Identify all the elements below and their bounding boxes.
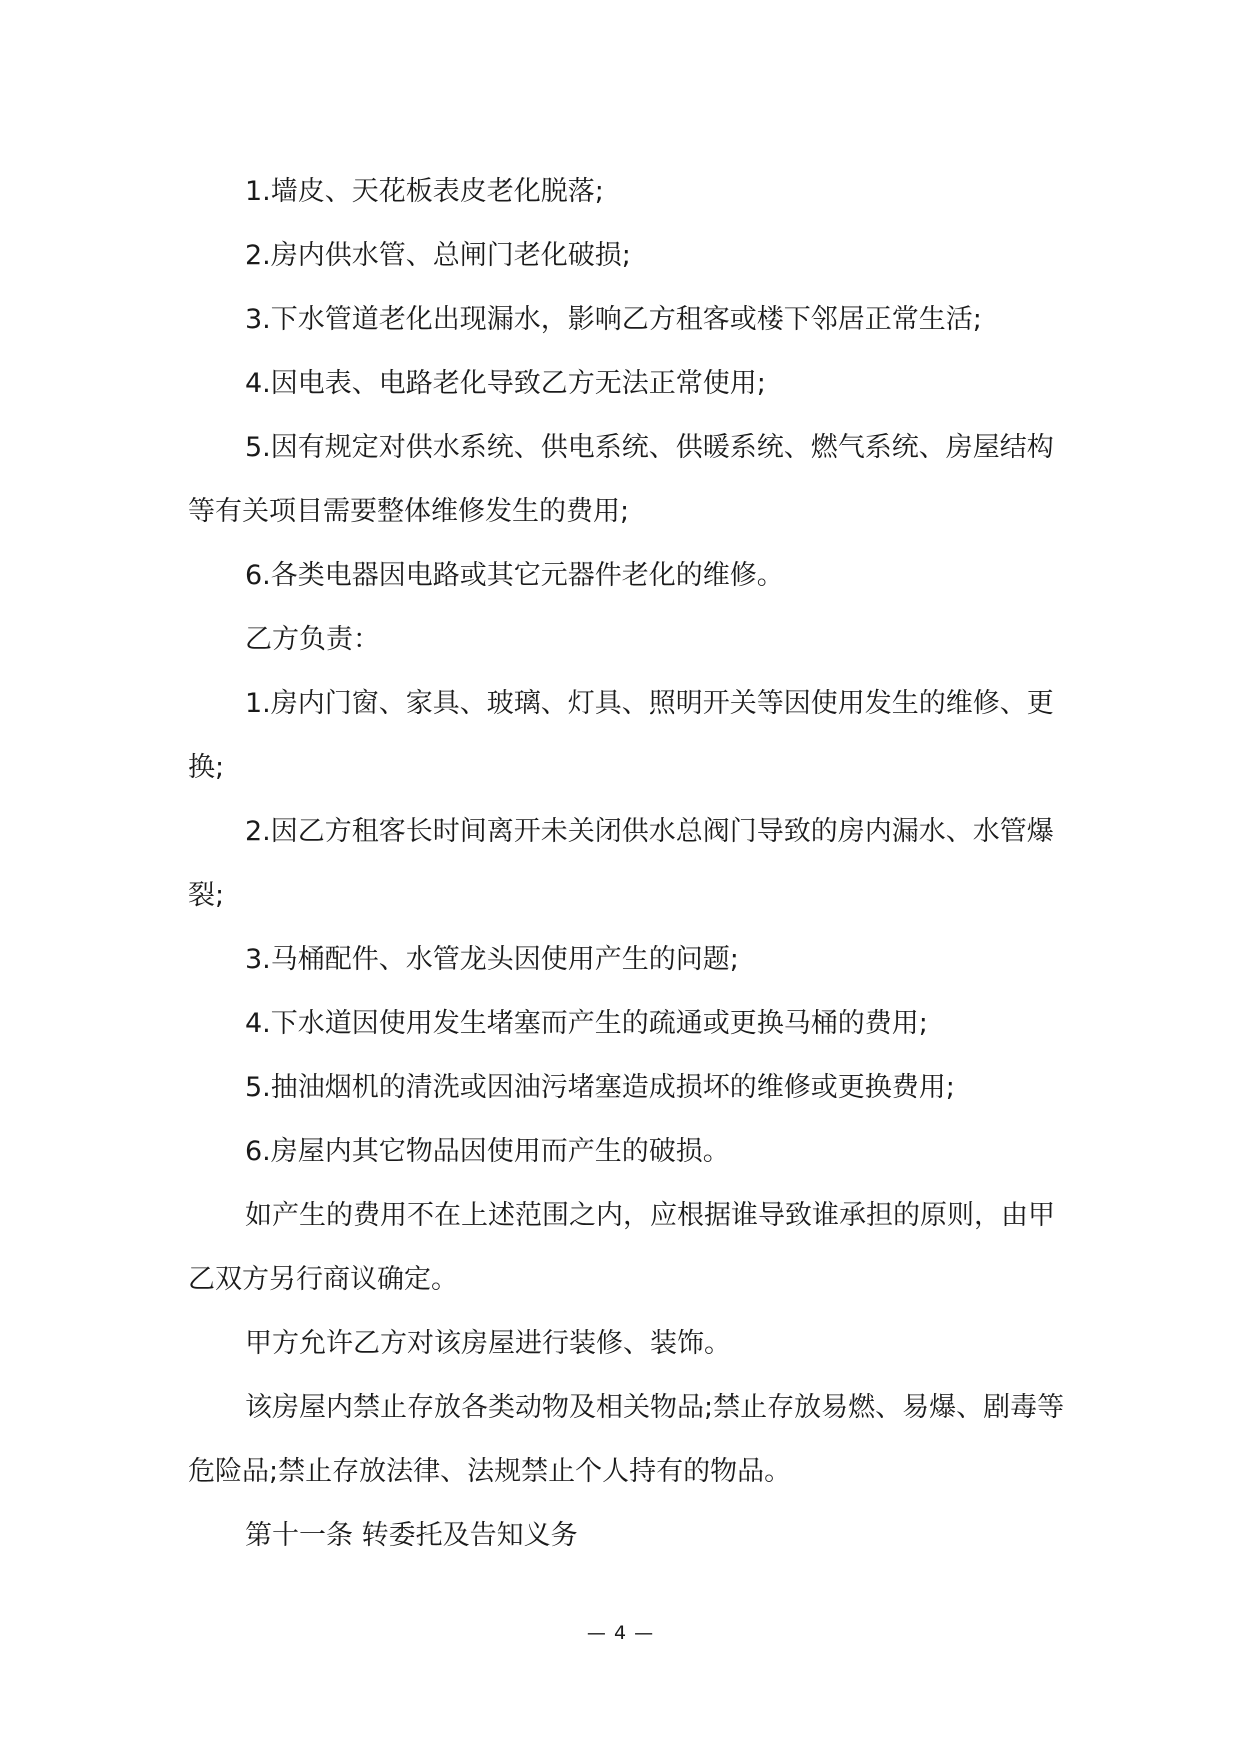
paragraph-tenant-heading: 乙方负责： — [245, 624, 380, 655]
paragraph-tenant-item-4: 4.下水道因使用发生堵塞而产生的疏通或更换马桶的费用; — [245, 1008, 928, 1039]
paragraph-landlord-item-5: 5.因有规定对供水系统、供电系统、供暖系统、燃气系统、房屋结构等有关项目需要整体维修发生的费用; — [188, 432, 1054, 527]
section-heading-article-11: 第十一条 转委托及告知义务 — [245, 1520, 578, 1551]
paragraph-landlord-item-2: 2.房内供水管、总闸门老化破损; — [245, 240, 631, 271]
paragraph-tenant-item-3: 3.马桶配件、水管龙头因使用产生的问题; — [245, 944, 739, 975]
paragraph-other-costs: 如产生的费用不在上述范围之内，应根据谁导致谁承担的原则，由甲乙双方另行商议确定。 — [188, 1200, 1055, 1295]
paragraph-landlord-item-3: 3.下水管道老化出现漏水，影响乙方租客或楼下邻居正常生活; — [245, 304, 982, 335]
paragraph-landlord-item-1: 1.墙皮、天花板表皮老化脱落; — [245, 176, 604, 207]
paragraph-tenant-item-1: 1.房内门窗、家具、玻璃、灯具、照明开关等因使用发生的维修、更换; — [188, 688, 1054, 783]
paragraph-landlord-item-4: 4.因电表、电路老化导致乙方无法正常使用; — [245, 368, 766, 399]
paragraph-prohibited-items: 该房屋内禁止存放各类动物及相关物品;禁止存放易燃、易爆、剧毒等危险品;禁止存放法律、法规禁止个人持有的物品。 — [188, 1392, 1065, 1487]
paragraph-tenant-item-5: 5.抽油烟机的清洗或因油污堵塞造成损坏的维修或更换费用; — [245, 1072, 955, 1103]
paragraph-tenant-item-2: 2.因乙方租客长时间离开未关闭供水总阀门导致的房内漏水、水管爆裂; — [188, 816, 1054, 911]
document-body — [188, 160, 1068, 1568]
paragraph-tenant-item-6: 6.房屋内其它物品因使用而产生的破损。 — [245, 1136, 730, 1167]
page-number: — 4 — — [586, 1622, 655, 1644]
paragraph-renovation: 甲方允许乙方对该房屋进行装修、装饰。 — [245, 1328, 731, 1359]
paragraph-landlord-item-6: 6.各类电器因电路或其它元器件老化的维修。 — [245, 560, 784, 591]
